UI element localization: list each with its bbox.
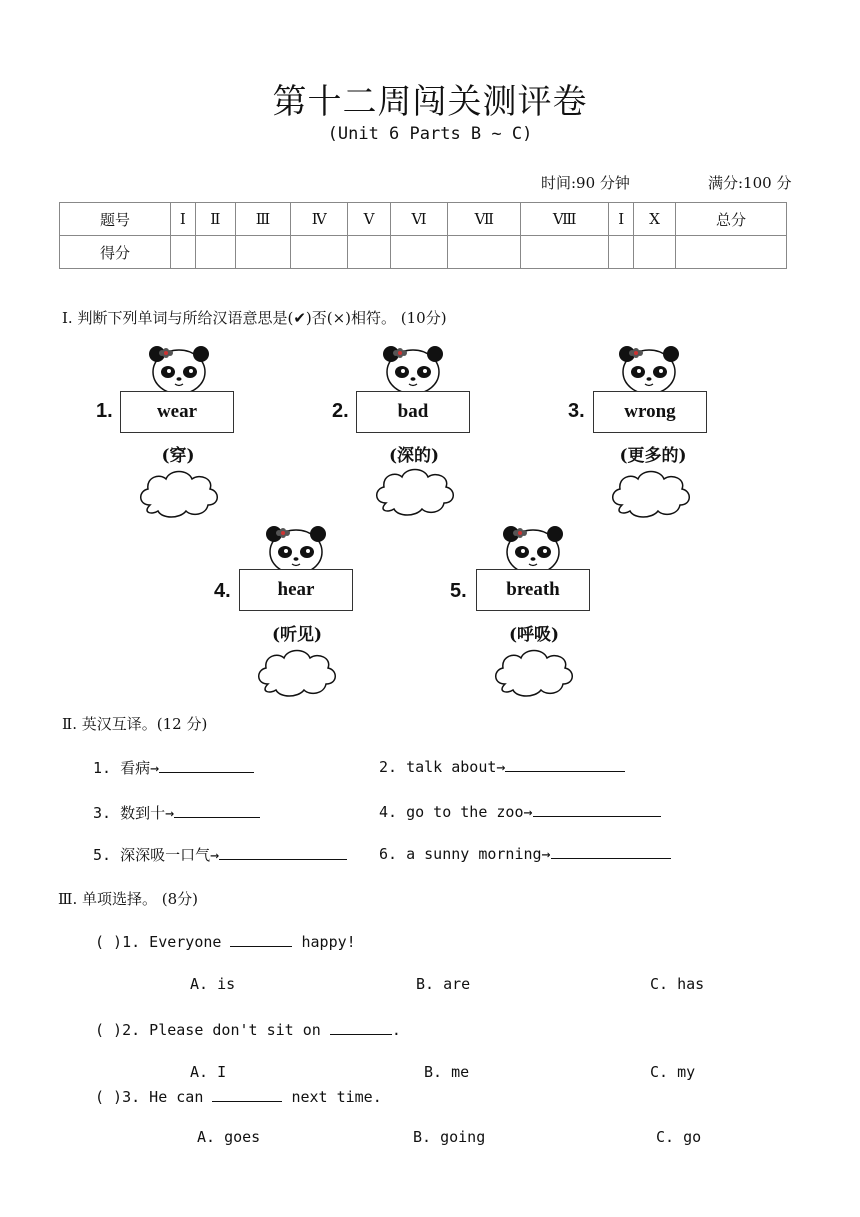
score-input-cell[interactable] — [291, 236, 348, 269]
score-input-cell[interactable] — [675, 236, 786, 269]
option-c[interactable]: C. go — [656, 1128, 702, 1146]
answer-cloud-icon[interactable] — [608, 465, 692, 521]
full-score: 满分:100 分 — [708, 174, 792, 192]
section-2-heading: Ⅱ. 英汉互译。(12 分) — [62, 715, 208, 733]
word-box: wrong — [593, 391, 707, 433]
answer-blank[interactable] — [230, 932, 292, 947]
answer-cloud-icon[interactable] — [136, 465, 220, 521]
score-input-cell[interactable] — [390, 236, 448, 269]
translate-item — [379, 844, 671, 863]
panda-icon — [619, 346, 679, 394]
word-box: bad — [356, 391, 470, 433]
page-title: 第十二周闯关测评卷 — [272, 82, 588, 122]
answer-blank[interactable] — [219, 845, 347, 860]
table-cell: Ⅳ — [291, 203, 348, 236]
score-input-cell[interactable] — [521, 236, 609, 269]
table-cell: 题号 — [60, 203, 171, 236]
table-cell: Ⅱ — [195, 203, 235, 236]
question-stem — [95, 932, 356, 951]
translate-item — [93, 844, 347, 865]
word-meaning: (呼吸) — [508, 625, 560, 645]
score-input-cell[interactable] — [634, 236, 676, 269]
option-a[interactable]: A. is — [190, 975, 236, 993]
option-a[interactable]: A. goes — [197, 1128, 261, 1146]
translate-prompt: 3. 数到十→ — [93, 804, 175, 822]
panda-icon — [383, 346, 443, 394]
item-number: 3. — [568, 400, 585, 422]
translate-item — [93, 757, 254, 778]
word-box: hear — [239, 569, 353, 611]
section-3-heading: Ⅲ. 单项选择。 (8分) — [58, 890, 199, 908]
answer-blank[interactable] — [212, 1087, 282, 1102]
question-text: ( )1. Everyone — [95, 933, 222, 951]
table-cell: Ⅵ — [390, 203, 448, 236]
translate-prompt: 6. a sunny morning→ — [379, 845, 551, 863]
word-meaning: (听见) — [271, 625, 323, 645]
page-subtitle: (Unit 6 Parts B ~ C) — [327, 124, 533, 144]
score-input-cell[interactable] — [348, 236, 390, 269]
answer-blank[interactable] — [533, 802, 661, 817]
question-text: next time. — [291, 1088, 382, 1106]
answer-blank[interactable] — [159, 758, 254, 773]
answer-blank[interactable] — [330, 1020, 392, 1035]
translate-item — [379, 757, 625, 776]
panda-icon — [266, 526, 326, 574]
question-text: ( )2. Please don't sit on — [95, 1021, 321, 1039]
table-cell: Ⅲ — [235, 203, 290, 236]
translate-prompt: 1. 看病→ — [93, 759, 160, 777]
table-cell: Ⅰ — [609, 203, 634, 236]
item-number: 2. — [332, 400, 349, 422]
translate-item — [379, 802, 661, 821]
panda-icon — [149, 346, 209, 394]
question-text: . — [391, 1021, 401, 1039]
translate-prompt: 4. go to the zoo→ — [379, 803, 533, 821]
score-input-cell[interactable] — [609, 236, 634, 269]
question-text: happy! — [301, 933, 356, 951]
answer-blank[interactable] — [551, 844, 671, 859]
table-cell: Ⅴ — [348, 203, 390, 236]
answer-cloud-icon[interactable] — [372, 463, 456, 519]
panda-icon — [503, 526, 563, 574]
translate-prompt: 2. talk about→ — [379, 758, 506, 776]
question-stem — [95, 1087, 382, 1106]
item-number: 5. — [450, 580, 467, 602]
option-c[interactable]: C. has — [650, 975, 705, 993]
word-meaning: (穿) — [161, 446, 195, 466]
table-cell: Ⅷ — [521, 203, 609, 236]
section-1-heading: Ⅰ. 判断下列单词与所给汉语意思是(✔)否(×)相符。 (10分) — [62, 309, 447, 327]
score-input-cell[interactable] — [448, 236, 521, 269]
option-b[interactable]: B. are — [416, 975, 471, 993]
score-input-cell[interactable] — [195, 236, 235, 269]
word-meaning: (深的) — [388, 446, 440, 466]
table-cell: Ⅰ — [170, 203, 195, 236]
score-table-header-row — [60, 203, 787, 236]
table-cell: Ⅶ — [448, 203, 521, 236]
question-text: ( )3. He can — [95, 1088, 204, 1106]
table-cell: 总分 — [675, 203, 786, 236]
score-input-cell[interactable] — [170, 236, 195, 269]
answer-blank[interactable] — [174, 803, 260, 818]
option-a[interactable]: A. I — [190, 1063, 227, 1081]
word-box: wear — [120, 391, 234, 433]
item-number: 4. — [214, 580, 231, 602]
score-input-cell[interactable] — [235, 236, 290, 269]
word-meaning: (更多的) — [619, 446, 687, 466]
score-table-score-row — [60, 236, 787, 269]
option-b[interactable]: B. me — [424, 1063, 470, 1081]
word-box: breath — [476, 569, 590, 611]
table-cell: Ⅹ — [634, 203, 676, 236]
score-table — [59, 202, 787, 269]
answer-blank[interactable] — [505, 757, 625, 772]
table-cell: 得分 — [60, 236, 171, 269]
answer-cloud-icon[interactable] — [491, 644, 575, 700]
option-c[interactable]: C. my — [650, 1063, 696, 1081]
question-stem — [95, 1020, 401, 1039]
option-b[interactable]: B. going — [413, 1128, 486, 1146]
item-number: 1. — [96, 400, 113, 422]
translate-prompt: 5. 深深吸一口气→ — [93, 846, 220, 864]
answer-cloud-icon[interactable] — [254, 644, 338, 700]
exam-time: 时间:90 分钟 — [541, 174, 630, 192]
translate-item — [93, 802, 260, 823]
